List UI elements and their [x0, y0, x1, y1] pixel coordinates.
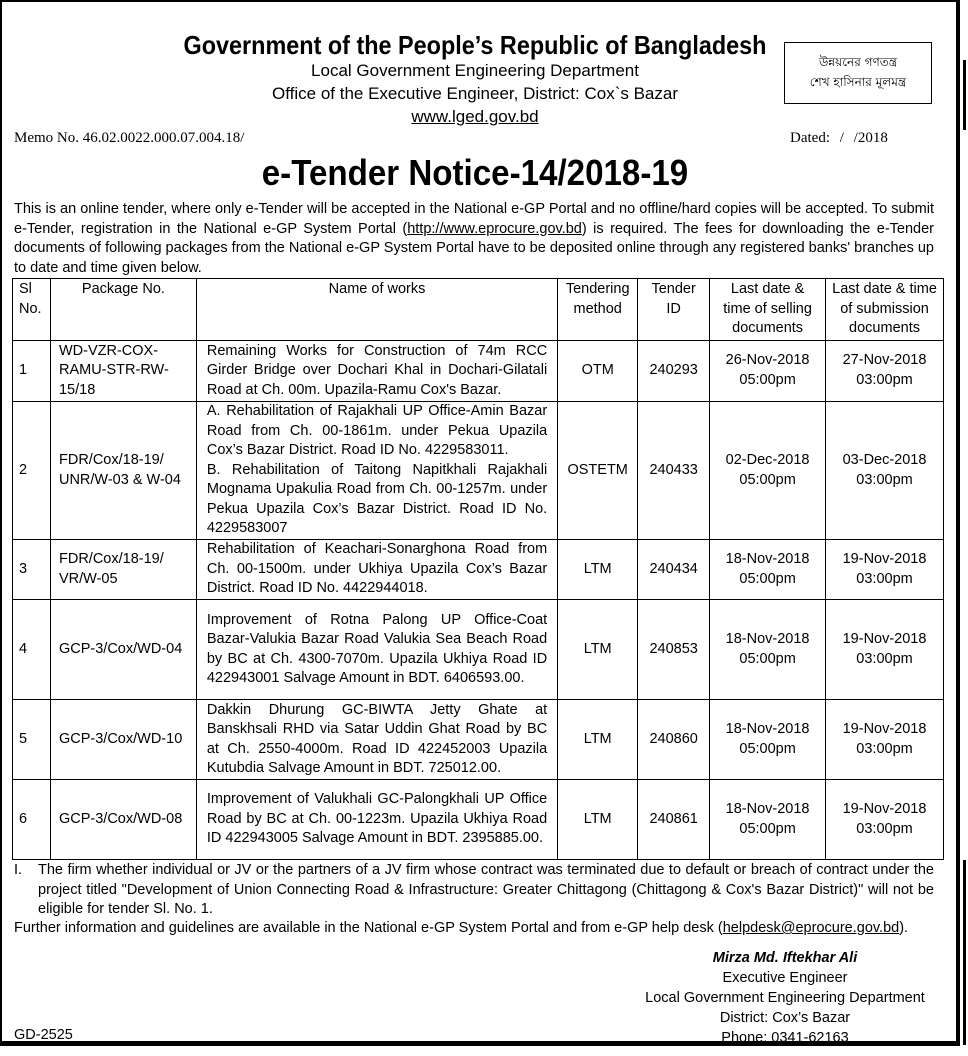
row-submission [826, 540, 944, 600]
slogan-stamp [784, 42, 932, 104]
row-method: LTM [558, 700, 638, 780]
row-method: OTM [558, 340, 638, 402]
header-works: Name of works [196, 279, 557, 341]
scan-edge-mark [963, 60, 966, 130]
submission-date: 19-Nov-2018 [842, 551, 927, 567]
gd-number: GD-2525 [14, 1027, 73, 1043]
row-package: GCP-3/Cox/WD-04 [50, 600, 196, 700]
works-part-a: A. Rehabilitation of Rajakhali UP Office-Amin Bazar Road from Ch. 00-1861m. under Pekua Upazila Cox’s Bazar District. Road ID No. 4229583011. [206, 403, 548, 459]
table-row [13, 780, 944, 860]
dated-field: Dated: / /2018 [790, 130, 888, 146]
row-package: GCP-3/Cox/WD-08 [50, 780, 196, 860]
further-information [14, 920, 908, 936]
row-package: GCP-3/Cox/WD-10 [50, 700, 196, 780]
office-name: Office of the Executive Engineer, District: Cox`s Bazar [272, 84, 678, 103]
selling-time: 05:00pm [739, 740, 796, 757]
selling-time: 05:00pm [739, 820, 796, 837]
selling-time: 05:00pm [739, 471, 796, 488]
row-submission [826, 600, 944, 700]
table-row [13, 700, 944, 780]
signatory-designation: Executive Engineer [722, 970, 848, 986]
table-header-row [13, 279, 944, 341]
row-works: Improvement of Valukhali GC-Palongkhali UP Office Road by BC at Ch. 00-1223m. Upazila Ukhiya Road ID 422943005 Salvage Amount in BDT. 2395885.00. [196, 780, 557, 860]
header-package: Package No. [50, 279, 196, 341]
government-title: Government of the People’s Republic of Bangladesh [183, 30, 767, 60]
selling-time: 05:00pm [739, 371, 796, 388]
further-text-after: ). [899, 920, 909, 936]
note-text: The firm whether individual or JV or the partners of a JV firm whose contract was terminated due to default or breach of contract under the project titled "Development of Union Connecting Road & Infrastructure: Greater Chittagong (Chittagong & Cox's Bazar District)" will not be eligible for tender Sl. No. 1. [38, 862, 934, 917]
eligibility-note [14, 861, 934, 920]
row-tender-id: 240861 [638, 780, 710, 860]
table-row [13, 540, 944, 600]
department-name: Local Government Engineering Department [311, 61, 639, 80]
row-sl: 6 [13, 780, 51, 860]
header-selling: Last date & time of selling documents [710, 279, 826, 341]
row-tender-id: 240860 [638, 700, 710, 780]
stamp-line-1: উন্নয়নের গণতন্ত্র [818, 55, 898, 69]
signatory-department: Local Government Engineering Department [645, 990, 925, 1006]
row-tender-id: 240293 [638, 340, 710, 402]
row-selling [710, 340, 826, 402]
submission-time: 03:00pm [856, 570, 913, 587]
submission-time: 03:00pm [856, 740, 913, 757]
submission-date: 03-Dec-2018 [842, 452, 927, 468]
selling-date: 18-Nov-2018 [725, 631, 810, 647]
row-package: FDR/Cox/18-19/ UNR/W-03 & W-04 [50, 402, 196, 540]
row-submission [826, 780, 944, 860]
header-method: Tendering method [558, 279, 638, 341]
row-sl: 2 [13, 402, 51, 540]
row-selling [710, 780, 826, 860]
row-sl: 3 [13, 540, 51, 600]
works-part-b: B. Rehabilitation of Taitong Napitkhali Rajakhali Mognama Upakulia Road from Ch. 00-1257m. under Pekua Upazila Cox’s Bazar District. Road ID No. 4229583007 [206, 461, 548, 537]
memo-number: Memo No. 46.02.0022.000.07.004.18/ [14, 130, 245, 146]
submission-time: 03:00pm [856, 820, 913, 837]
selling-date: 26-Nov-2018 [725, 352, 810, 369]
submission-date: 19-Nov-2018 [842, 801, 927, 817]
row-works: Improvement of Rotna Palong UP Office-Coat Bazar-Valukia Bazar Road Valukia Sea Beach Road by BC at Ch. 4300-7070m. Upazila Ukhiya Road ID 422943001 Salvage Amount in BDT. 6406593.00. [196, 600, 557, 700]
eprocure-link[interactable]: http://www.eprocure.gov.bd [407, 220, 582, 237]
submission-date: 19-Nov-2018 [842, 631, 927, 647]
row-works: Rehabilitation of Keachari-Sonarghona Road from Ch. 00-1500m. under Ukhiya Upazila Cox’s Bazar District. Road ID No. 4422944018. [196, 540, 557, 600]
signatory-phone: Phone: 0341-62163 [721, 1030, 849, 1046]
note-number: I. [14, 862, 23, 878]
website-link[interactable]: www.lged.gov.bd [411, 107, 539, 126]
table-row [13, 402, 944, 540]
selling-time: 05:00pm [739, 570, 796, 587]
row-package: FDR/Cox/18-19/ VR/W-05 [50, 540, 196, 600]
row-method: LTM [558, 780, 638, 860]
row-submission [826, 700, 944, 780]
submission-date: 19-Nov-2018 [842, 721, 927, 737]
header-submission: Last date & time of submission documents [826, 279, 944, 341]
submission-time: 03:00pm [856, 650, 913, 667]
submission-date: 27-Nov-2018 [842, 352, 927, 369]
row-method: OSTETM [558, 402, 638, 540]
signatory-name: Mirza Md. Iftekhar Ali [712, 950, 858, 966]
header-tender-id: Tender ID [638, 279, 710, 341]
submission-time: 03:00pm [856, 371, 913, 388]
row-selling [710, 402, 826, 540]
signatory-district: District: Cox’s Bazar [719, 1010, 851, 1026]
header-sl: Sl No. [13, 279, 51, 341]
row-tender-id: 240853 [638, 600, 710, 700]
row-selling [710, 700, 826, 780]
selling-date: 02-Dec-2018 [725, 452, 810, 468]
tender-table [12, 278, 944, 860]
row-works: Dakkin Dhurung GC-BIWTA Jetty Ghate at Banskhsali RHD via Satar Uddin Ghat Road by BC at Ch. 2550-4000m. Road ID 422452003 Upazila Kutubdia Salvage Amount in BDT. 725012.00. [196, 700, 557, 780]
selling-date: 18-Nov-2018 [725, 551, 810, 567]
row-sl: 5 [13, 700, 51, 780]
row-package: WD-VZR-COX-RAMU-STR-RW-15/18 [50, 340, 196, 402]
row-sl: 1 [13, 340, 51, 402]
intro-paragraph [14, 200, 934, 278]
intro-text-before: This is an online tender, where only e-Tender will be accepted in the National e-GP Portal and no offline/hard copies will be accepted. To submit e-Tender, registration in the National e-GP System Portal ( [14, 201, 934, 237]
selling-date: 18-Nov-2018 [725, 721, 810, 737]
row-works [196, 402, 557, 540]
row-selling [710, 600, 826, 700]
row-tender-id: 240434 [638, 540, 710, 600]
selling-date: 18-Nov-2018 [725, 801, 810, 817]
further-text-before: Further information and guidelines are available in the National e-GP System Portal and from e-GP help desk ( [14, 920, 723, 936]
row-sl: 4 [13, 600, 51, 700]
stamp-line-2: শেখ হাসিনার মূলমন্ত্র [809, 75, 907, 89]
intro-text-after: ) is required. The fees for downloading the e-Tender documents of following packages from the National e-GP System Portal have to be deposited online through any registered banks' branches up to date and time given below. [14, 220, 935, 276]
row-works: Remaining Works for Construction of 74m RCC Girder Bridge over Dochari Khal in Dochari-Gilatali Road at Ch. 00m. Upazila-Ramu Cox's Bazar. [196, 340, 557, 402]
row-submission [826, 340, 944, 402]
row-selling [710, 540, 826, 600]
table-row [13, 600, 944, 700]
submission-time: 03:00pm [856, 471, 913, 488]
notice-title: e-Tender Notice-14/2018-19 [261, 152, 689, 193]
row-method: LTM [558, 540, 638, 600]
row-tender-id: 240433 [638, 402, 710, 540]
table-row [13, 340, 944, 402]
helpdesk-email-link[interactable]: helpdesk@eprocure.gov.bd [722, 920, 900, 936]
row-method: LTM [558, 600, 638, 700]
row-submission [826, 402, 944, 540]
selling-time: 05:00pm [739, 650, 796, 667]
scan-edge-mark [963, 860, 966, 1045]
